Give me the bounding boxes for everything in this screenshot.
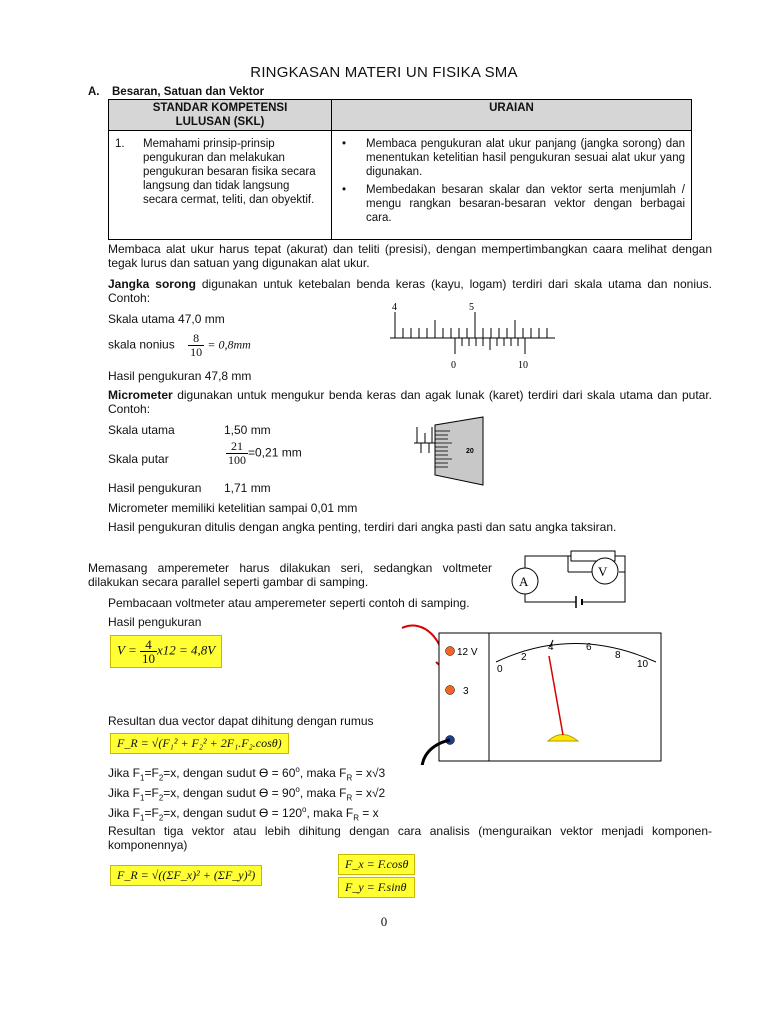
vernier-label-10: 10 <box>518 360 528 371</box>
scale-2: 2 <box>521 652 527 663</box>
jangka-hasil: Hasil pengukuran 47,8 mm <box>108 369 252 383</box>
jangka-paragraph: Jangka sorong digunakan untuk ketebalan benda keras (kayu, logam) terdiri dari skala utama dan nonius. Contoh: <box>108 277 712 305</box>
terminal-12v <box>446 647 455 656</box>
header-skl: STANDAR KOMPETENSI LULUSAN (SKL) <box>109 100 332 131</box>
resultan-tiga-equation: F_R = √((ΣF_x)² + (ΣF_y)²) <box>110 865 262 886</box>
hasil-pengukuran-label: Hasil pengukuran <box>108 615 202 629</box>
component-equations <box>338 854 415 898</box>
main-label-5: 5 <box>469 302 474 313</box>
uraian-cell <box>332 131 692 240</box>
case-120: Jika $F_1=F_2=x$, dengan sudut $ϴ = 120^o$, maka $F_R = x$ <box>108 805 379 823</box>
scale-10: 10 <box>637 659 649 670</box>
fy-equation: F_y = F.sinθ <box>338 877 415 898</box>
resultan-equation: F_R = √(F₁² + F₂² + 2F₁.F₂.cosθ) <box>110 733 289 754</box>
micro-angka-penting: Hasil pengukuran ditulis dengan angka penting, terdiri dari angka pasti dan satu angka taksiran. <box>108 520 617 534</box>
micro-skala-putar-value: $\frac{21}{100}$ =0,21 mm <box>228 439 302 467</box>
micrometer-paragraph: Micrometer digunakan untuk mengukur benda keras dan agak lunak (karet) terdiri dari skala utama dan putar. Contoh: <box>108 388 712 416</box>
row-number: 1. <box>115 138 125 150</box>
micro-skala-putar-label: Skala putar <box>108 452 169 466</box>
main-label-4: 4 <box>392 302 397 313</box>
main-scale-ticks <box>395 312 547 338</box>
micro-skala-utama-value: 1,50 mm <box>224 423 271 437</box>
case-60: Jika $F_1=F_2=x$, dengan sudut $ϴ = 60^o$, maka $F_R = x√3$ <box>108 765 386 783</box>
vernier-label-0: 0 <box>451 360 456 371</box>
range-12v: 12 V <box>457 647 478 658</box>
scale-8: 8 <box>615 650 621 661</box>
jangka-skala-nonius: skala nonius $\frac{8}{10}$ = 0,8mm <box>108 331 251 359</box>
jangka-skala-utama: Skala utama 47,0 mm <box>108 312 225 326</box>
terminal-3v <box>446 686 455 695</box>
fx-equation: F_x = F.cosθ <box>338 854 415 875</box>
skl-table <box>108 99 692 240</box>
scale-4: 4 <box>548 642 554 653</box>
vernier-scale-ticks <box>455 338 525 354</box>
micrometer-diagram <box>408 415 493 487</box>
table-row <box>109 131 692 240</box>
case-90: Jika $F_1=F_2=x$, dengan sudut $ϴ = 90^o$, maka $F_R = x√2$ <box>108 785 386 803</box>
list-item: • Membedakan besaran skalar dan vektor serta menjumlah / mengu rangkan besaran-besaran vektor dengan berbagai cara. <box>342 184 685 224</box>
tiga-vektor-text: Resultan tiga vektor atau lebih dihitung dengan cara analisis (menguraikan vektor menjadi komponen-komponennya) <box>108 824 712 852</box>
scale-0: 0 <box>497 664 503 675</box>
page-number: 0 <box>380 914 388 929</box>
section-title: Besaran, Satuan dan Vektor <box>112 86 265 98</box>
ammeter-label: A <box>519 574 529 589</box>
page-title: RINGKASAN MATERI UN FISIKA SMA <box>250 64 518 81</box>
voltage-equation: V = $\frac{4}{10}$ x12 = 4,8V <box>110 635 222 668</box>
skl-text: Memahami prinsip-prinsip pengukuran dan melakukan pengukuran besaran fisika secara langsung dan tidak langsung secara cermat, teliti, dan obyektif. <box>143 138 316 206</box>
pembacaan-text: Pembacaan voltmeter atau amperemeter seperti contoh di samping. <box>108 596 470 610</box>
section-heading <box>88 86 264 98</box>
range-3v: 3 <box>463 686 469 697</box>
section-letter: A. <box>88 86 100 98</box>
micro-ketelitian: Micrometer memiliki ketelitian sampai 0,01 mm <box>108 501 358 515</box>
meter-diagram <box>396 620 664 765</box>
scale-6: 6 <box>586 642 592 653</box>
vernier-caliper-diagram <box>385 298 565 376</box>
resultan-text: Resultan dua vector dapat dihitung dengan rumus <box>108 714 374 728</box>
circuit-diagram <box>505 544 645 610</box>
intro-paragraph: Membaca alat ukur harus tepat (akurat) dan teliti (presisi), dengan mempertimbangkan caara melihat dengan tegak lurus dan satuan yang digunakan alat ukur. <box>108 242 712 270</box>
voltmeter-label: V <box>598 564 608 579</box>
list-item: • Membaca pengukuran alat ukur panjang (jangka sorong) dan menentukan ketelitian hasil pengukuran sesuai alat ukur yang digunakan. <box>342 138 685 178</box>
thimble-label: 20 <box>466 448 474 455</box>
micro-skala-utama-label: Skala utama <box>108 423 175 437</box>
micro-hasil-value: 1,71 mm <box>224 481 271 495</box>
circuit-paragraph: Memasang amperemeter harus dilakukan seri, sedangkan voltmeter dilakukan secara parallel seperti gambar di samping. <box>88 561 492 589</box>
skl-cell <box>109 131 332 240</box>
header-uraian: URAIAN <box>332 100 692 131</box>
micro-hasil-label: Hasil pengukuran <box>108 481 202 495</box>
